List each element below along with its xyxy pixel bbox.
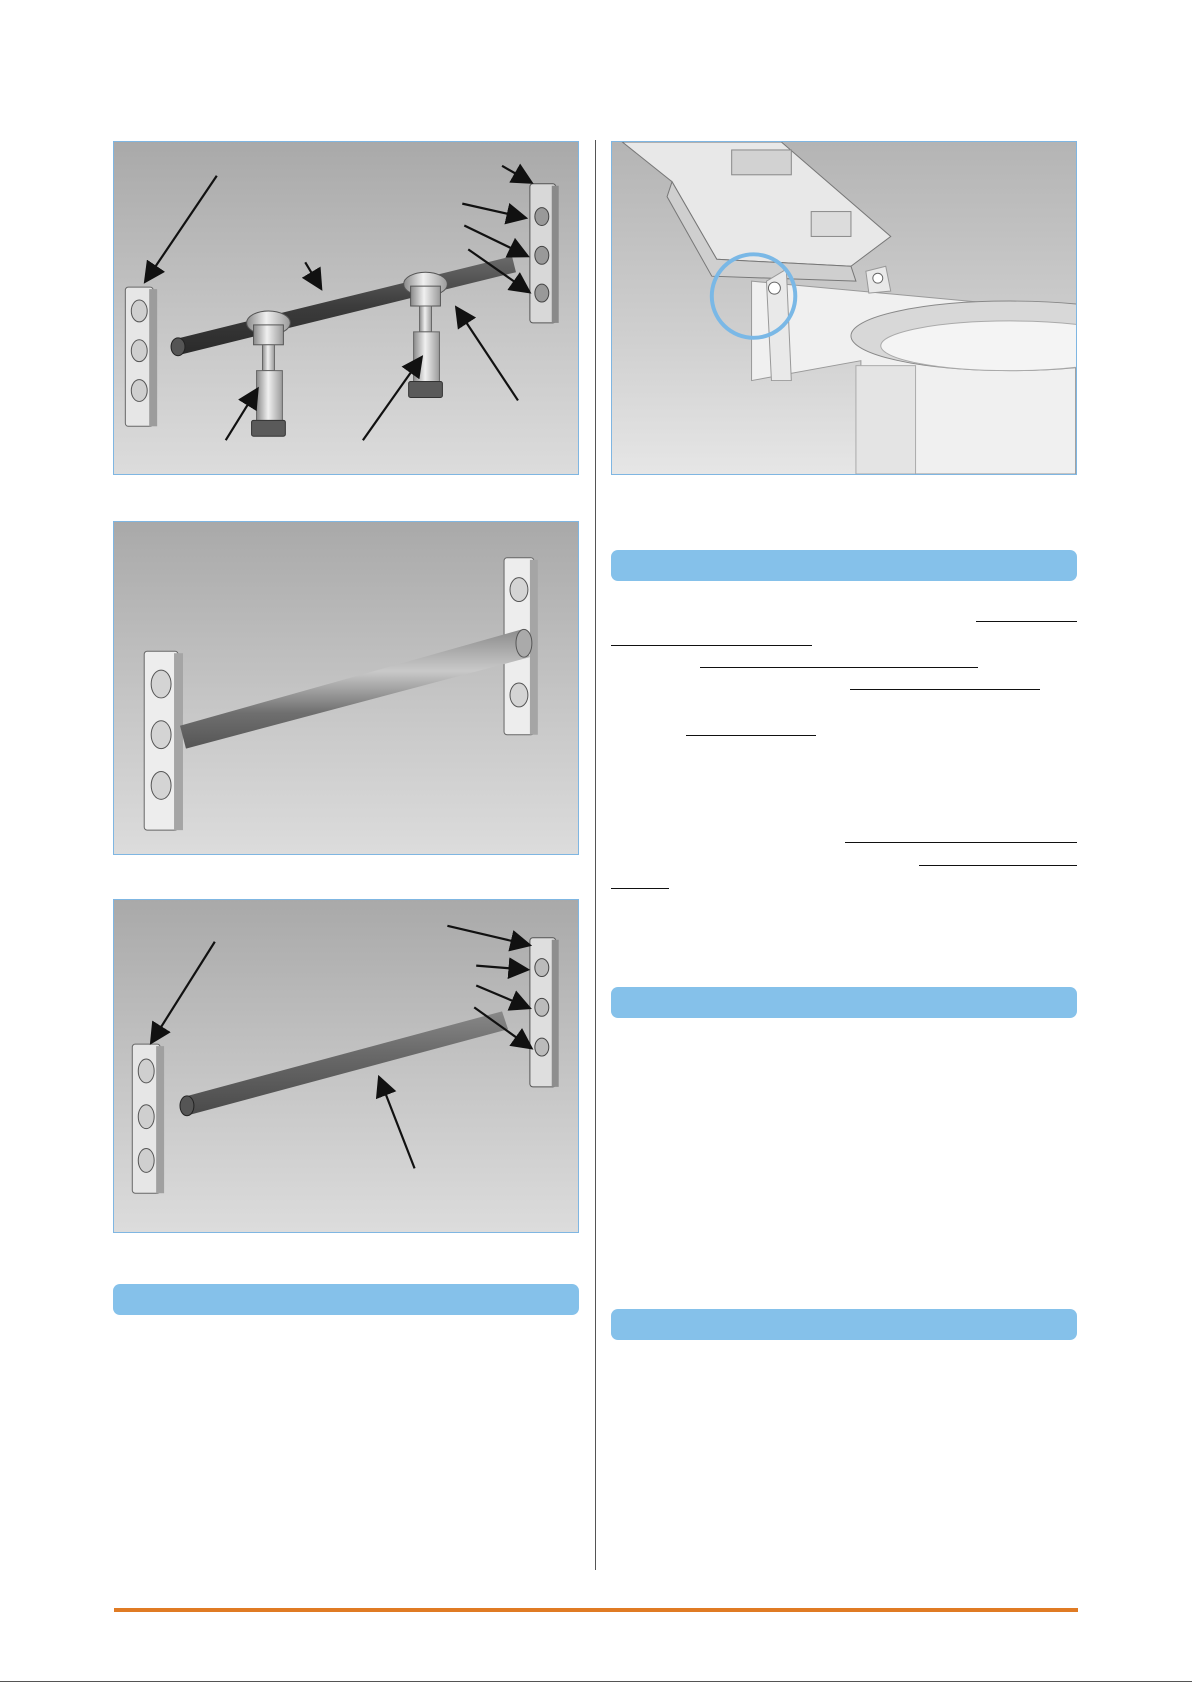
underline-mark (611, 645, 812, 646)
figure-rod-mounted (113, 521, 579, 855)
underline-mark (686, 735, 816, 736)
underline-mark (611, 888, 669, 889)
underline-mark (845, 842, 1077, 843)
clamp-foot-left (247, 311, 291, 436)
bottom-edge-line (0, 1681, 1192, 1682)
footer-orange-rule (114, 1608, 1078, 1612)
shelf-rod (171, 256, 516, 355)
section-bar-right-3 (611, 1309, 1077, 1340)
figure-2-drawing (114, 522, 578, 854)
figure-lid-hinge (611, 141, 1077, 475)
left-bracket (144, 651, 183, 830)
left-bracket (132, 1044, 164, 1193)
underline-mark (976, 621, 1077, 622)
lid (622, 142, 890, 281)
figure-4-drawing (612, 142, 1076, 474)
section-bar-left (113, 1284, 579, 1315)
right-bracket (530, 184, 559, 323)
underline-mark (919, 865, 1077, 866)
figure-shelf-assembly (113, 141, 579, 475)
section-bar-right-2 (611, 987, 1077, 1018)
shelf-rod (180, 629, 532, 748)
container-body (752, 266, 1076, 474)
section-bar-right-1 (611, 550, 1077, 581)
shelf-rod (180, 1011, 508, 1115)
right-bracket (530, 938, 559, 1087)
column-divider (595, 140, 596, 1570)
left-bracket (125, 287, 157, 426)
underline-mark (850, 689, 1040, 690)
figure-1-drawing (114, 142, 578, 474)
underline-mark (700, 667, 978, 668)
figure-rod-exploded (113, 899, 579, 1233)
callout-arrows (152, 926, 530, 1169)
clamp-foot-right (404, 272, 448, 397)
figure-3-drawing (114, 900, 578, 1232)
